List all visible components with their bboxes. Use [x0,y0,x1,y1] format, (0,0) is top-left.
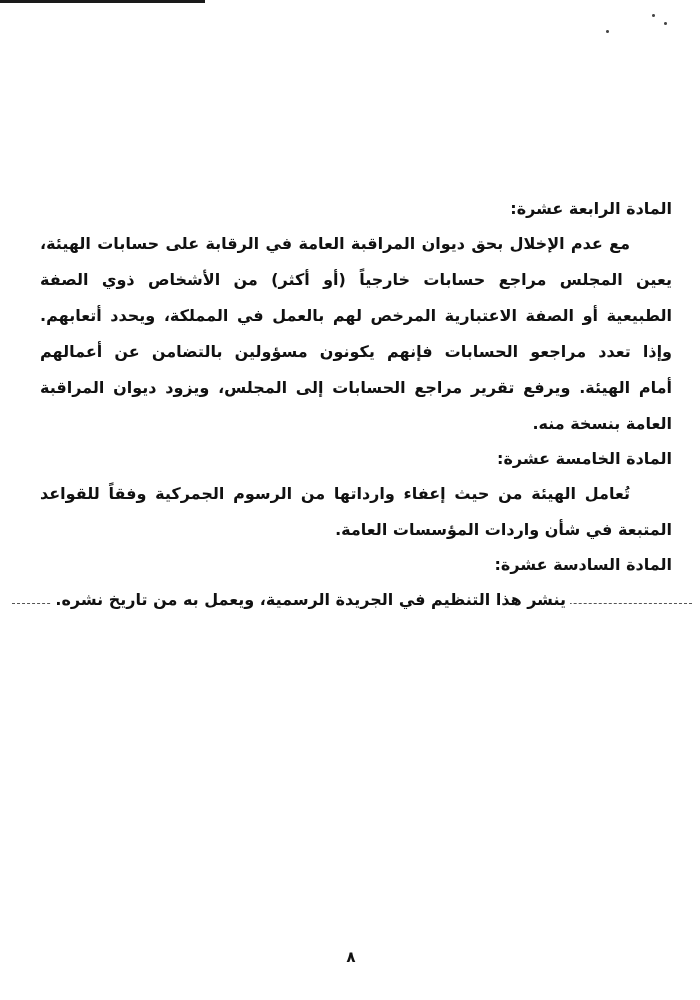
paragraph-line: تُعامل الهيئة من حيث إعفاء وارداتها من الرسوم الجمركية وفقاً للقواعد [40,484,630,503]
paragraph-line: العامة بنسخة منه. [532,414,672,433]
article-15 [40,442,672,548]
scan-speck [664,22,667,25]
paragraph-line: يعين المجلس مراجع حسابات خارجياً (أو أكثر) من الأشخاص ذوي الصفة [40,270,672,289]
scan-speck [652,14,655,17]
paragraph-line: ينشر هذا التنظيم في الجريدة الرسمية، ويعمل به من تاريخ نشره. [51,582,570,618]
article-heading: المادة السادسة عشرة: [494,555,672,574]
article-14 [40,192,672,442]
final-line-row [40,582,672,618]
paragraph-line: مع عدم الإخلال بحق ديوان المراقبة العامة في الرقابة على حسابات الهيئة، [40,234,630,253]
scan-edge-mark [0,0,205,3]
paragraph-line: وإذا تعدد مراجعو الحسابات فإنهم يكونون مسؤولين بالتضامن عن أعمالهم [40,342,672,361]
scan-speck [606,30,609,33]
article-heading: المادة الخامسة عشرة: [497,449,672,468]
paragraph-line: أمام الهيئة. ويرفع تقرير مراجع الحسابات إلى المجلس، ويزود ديوان المراقبة [40,378,672,397]
paragraph-line: المتبعة في شأن واردات المؤسسات العامة. [335,520,672,539]
document-body [40,192,672,618]
page-number: ٨ [346,948,356,966]
article-heading: المادة الرابعة عشرة: [510,199,672,218]
paragraph-line: الطبيعية أو الصفة الاعتبارية المرخص لهم بالعمل في المملكة، ويحدد أتعابهم. [40,306,672,325]
article-16 [40,548,672,618]
